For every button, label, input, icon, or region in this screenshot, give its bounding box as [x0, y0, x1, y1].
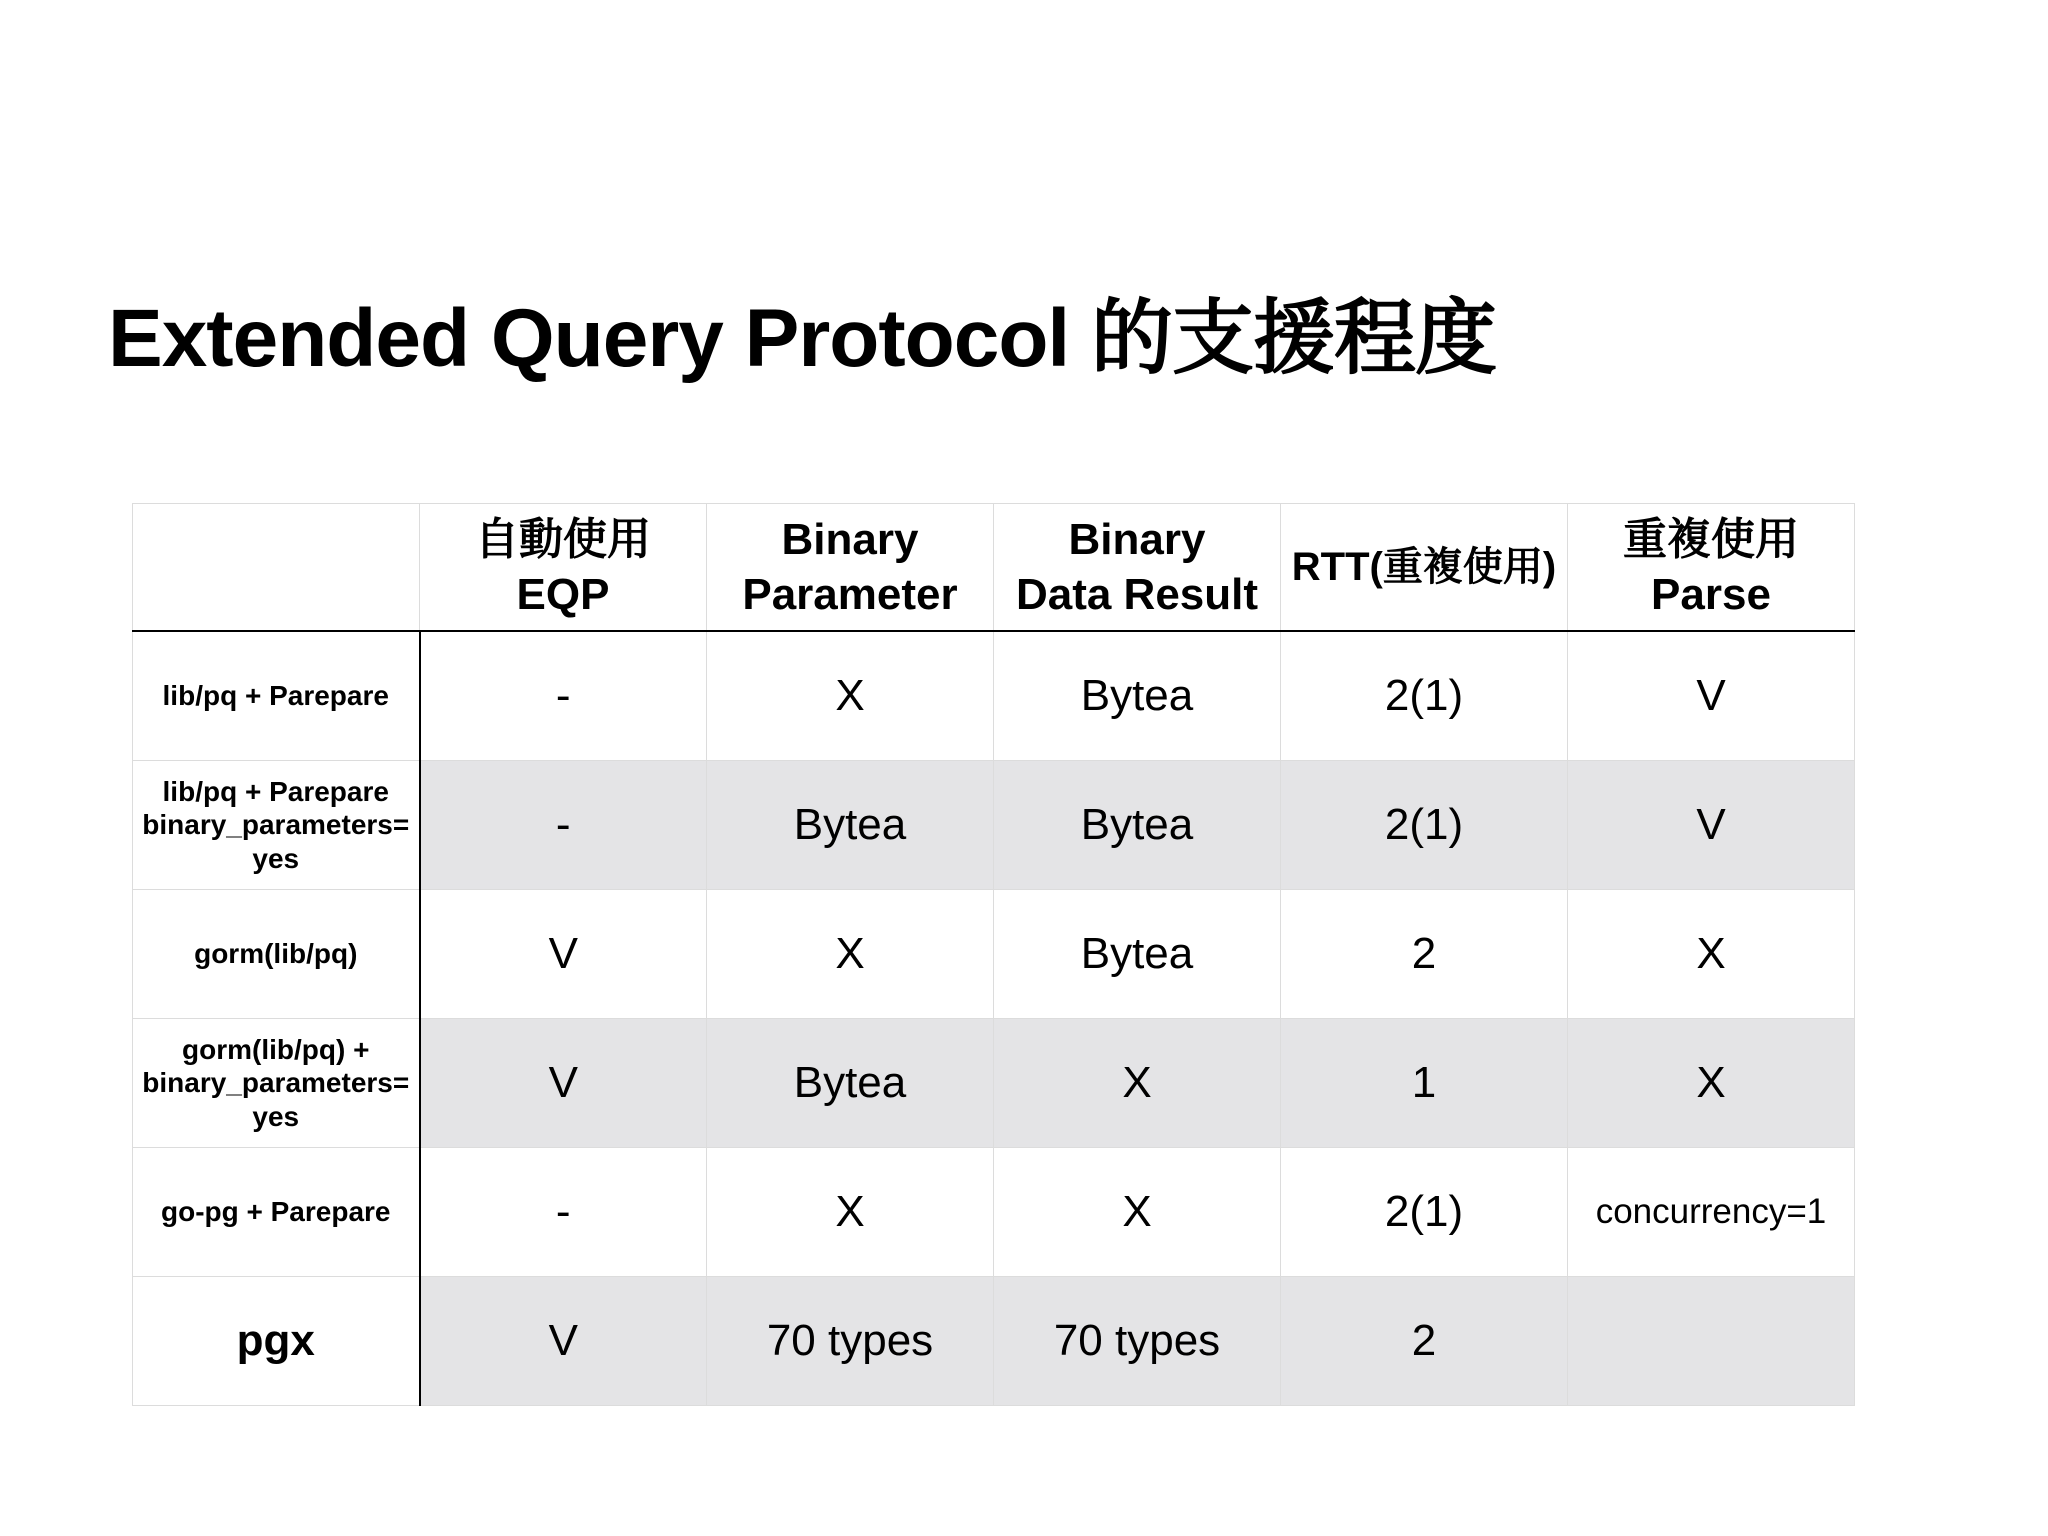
cell-binary-parameter: X: [707, 631, 994, 761]
table-row-gopg-prepare: [133, 1148, 1855, 1277]
row-label-line: go-pg + Parepare: [160, 1196, 391, 1228]
cell-rtt: 2(1): [1281, 1148, 1568, 1277]
cell-reuse-parse: X: [1568, 1019, 1855, 1148]
cell-binary-data-result: X: [994, 1019, 1281, 1148]
cell-reuse-parse: V: [1568, 761, 1855, 890]
header-auto-eqp-line1: 自動使用: [475, 515, 651, 564]
cell-binary-data-result: 70 types: [994, 1277, 1281, 1406]
row-label-line: lib/pq + Parepare: [162, 680, 389, 712]
table-row-gorm-libpq-binary: [133, 1019, 1855, 1148]
header-corner-cell: [133, 504, 420, 632]
header-binary-data-result-line1: Binary: [1068, 515, 1206, 564]
cell-binary-parameter: X: [707, 890, 994, 1019]
cell-rtt: 2(1): [1281, 631, 1568, 761]
cell-rtt: 2(1): [1281, 761, 1568, 890]
cell-rtt: 2: [1281, 890, 1568, 1019]
cell-binary-parameter: Bytea: [707, 761, 994, 890]
header-binary-parameter: [707, 504, 994, 632]
cell-binary-parameter: X: [707, 1148, 994, 1277]
cell-reuse-parse: V: [1568, 631, 1855, 761]
row-label: [133, 1019, 420, 1148]
comparison-table-container: [132, 503, 1855, 1406]
cell-binary-parameter: 70 types: [707, 1277, 994, 1406]
header-auto-eqp-line2: EQP: [516, 570, 610, 619]
header-rtt: [1281, 504, 1568, 632]
cell-auto-eqp: V: [420, 1277, 707, 1406]
header-auto-eqp: [420, 504, 707, 632]
row-label-line: binary_parameters=: [142, 1067, 410, 1099]
row-label: [133, 631, 420, 761]
row-label-line: yes: [252, 842, 300, 874]
cell-auto-eqp: -: [420, 761, 707, 890]
cell-reuse-parse: X: [1568, 890, 1855, 1019]
row-label: [133, 890, 420, 1019]
cell-reuse-parse: [1568, 1277, 1855, 1406]
row-label-line: yes: [252, 1100, 300, 1132]
header-reuse-parse-line2: Parse: [1651, 570, 1771, 619]
row-label-line: gorm(lib/pq): [194, 938, 358, 970]
header-binary-parameter-line2: Parameter: [742, 570, 958, 619]
cell-auto-eqp: V: [420, 1019, 707, 1148]
table-row-libpq-prepare-binary: [133, 761, 1855, 890]
cell-rtt: 2: [1281, 1277, 1568, 1406]
row-label-line: lib/pq + Parepare: [162, 775, 389, 807]
table-row-gorm-libpq: [133, 890, 1855, 1019]
slide-title: Extended Query Protocol 的支援程度: [108, 293, 1496, 384]
table-row-libpq-prepare: [133, 631, 1855, 761]
header-binary-data-result-line2: Data Result: [1015, 570, 1259, 619]
cell-binary-data-result: X: [994, 1148, 1281, 1277]
table-row-pgx: [133, 1277, 1855, 1406]
row-label-line: pgx: [236, 1315, 315, 1365]
cell-auto-eqp: -: [420, 1148, 707, 1277]
header-binary-parameter-line1: Binary: [781, 515, 919, 564]
cell-rtt: 1: [1281, 1019, 1568, 1148]
cell-reuse-parse: concurrency=1: [1568, 1148, 1855, 1277]
header-reuse-parse-line1: 重複使用: [1623, 515, 1799, 564]
row-label-line: binary_parameters=: [142, 809, 410, 841]
header-rtt-line1: RTT(重複使用): [1291, 545, 1557, 589]
cell-binary-data-result: Bytea: [994, 890, 1281, 1019]
cell-binary-data-result: Bytea: [994, 631, 1281, 761]
row-label: [133, 1277, 420, 1406]
row-label: [133, 1148, 420, 1277]
cell-auto-eqp: V: [420, 890, 707, 1019]
header-row: [133, 504, 1855, 632]
cell-binary-data-result: Bytea: [994, 761, 1281, 890]
cell-binary-parameter: Bytea: [707, 1019, 994, 1148]
header-reuse-parse: [1568, 504, 1855, 632]
header-binary-data-result: [994, 504, 1281, 632]
comparison-table: [132, 503, 1855, 1406]
cell-auto-eqp: -: [420, 631, 707, 761]
row-label: [133, 761, 420, 890]
row-label-line: gorm(lib/pq) +: [182, 1033, 370, 1065]
